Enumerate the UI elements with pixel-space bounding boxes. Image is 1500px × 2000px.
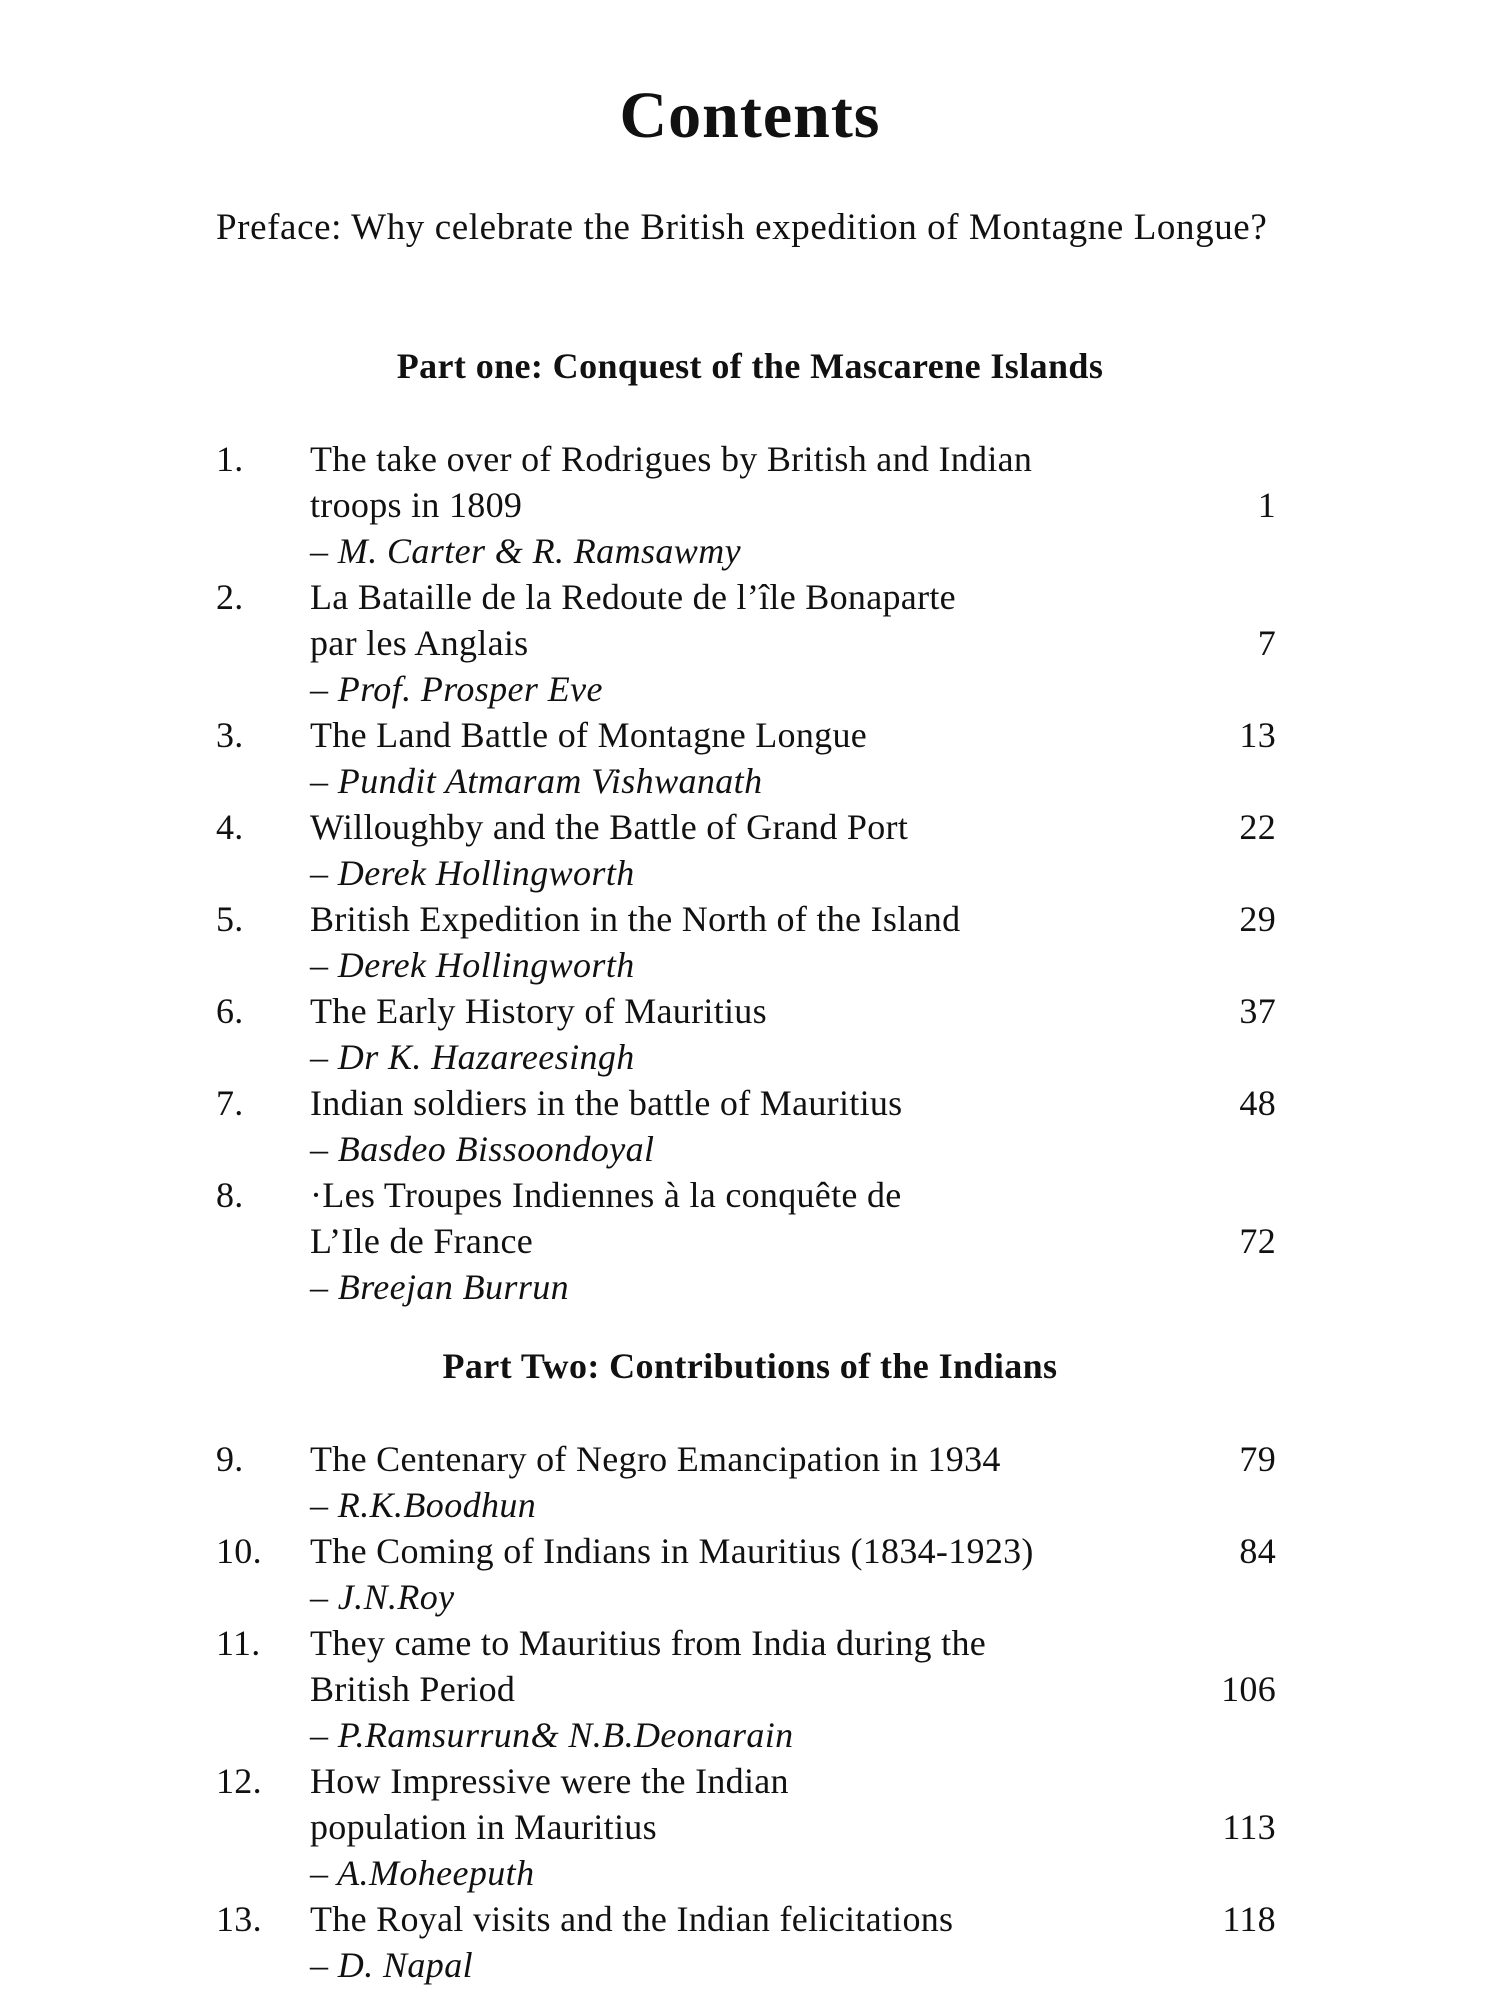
entry-number: 11.: [216, 1623, 261, 1663]
part-one-heading: Part one: Conquest of the Mascarene Islands: [396, 346, 1104, 386]
entry-author-line: [216, 1126, 1276, 1172]
entry-title-line: [216, 620, 1276, 666]
entry-author: – J.N.Roy: [310, 1577, 455, 1617]
entry-title-line: [216, 1172, 1276, 1218]
entry-number: 12.: [216, 1761, 262, 1801]
entry-author-line: [216, 1264, 1276, 1310]
entry-page-number: 13: [1239, 715, 1276, 755]
toc-entry: [216, 896, 1276, 988]
entry-number: 1.: [216, 439, 244, 479]
entry-author: – Breejan Burrun: [310, 1267, 570, 1307]
entry-title: L’Ile de France: [310, 1221, 534, 1261]
part-two-heading: Part Two: Contributions of the Indians: [442, 1346, 1058, 1386]
entry-title-line: [216, 1436, 1276, 1482]
part-one-list: [216, 436, 1276, 1310]
entry-title-line: [216, 1666, 1276, 1712]
entry-title: La Bataille de la Redoute de l’île Bonaparte: [310, 577, 956, 617]
toc-entry: [216, 1896, 1276, 1988]
entry-author-line: [216, 1712, 1276, 1758]
entry-number: 9.: [216, 1439, 244, 1479]
toc-entry: [216, 1528, 1276, 1620]
entry-author: – P.Ramsurrun& N.B.Deonarain: [310, 1715, 794, 1755]
entry-title-line: [216, 1218, 1276, 1264]
entry-page-number: 7: [1257, 623, 1276, 663]
entry-title: The Land Battle of Montagne Longue: [310, 715, 868, 755]
entry-title: How Impressive were the Indian: [310, 1761, 789, 1801]
entry-title: population in Mauritius: [310, 1807, 657, 1847]
entry-page-number: 37: [1239, 991, 1276, 1031]
entry-title-line: [216, 1080, 1276, 1126]
entry-page-number: 106: [1221, 1669, 1276, 1709]
entry-number: 6.: [216, 991, 244, 1031]
entry-title-line: [216, 1620, 1276, 1666]
entry-author: – Basdeo Bissoondoyal: [310, 1129, 655, 1169]
preface-entry: Preface: Why celebrate the British expedition of Montagne Longue?: [216, 207, 1268, 248]
entry-title-line: [216, 1804, 1276, 1850]
entry-title: The Early History of Mauritius: [310, 991, 767, 1031]
entry-title: The Royal visits and the Indian felicitations: [310, 1899, 954, 1939]
entry-author: – Dr K. Hazareesingh: [310, 1037, 635, 1077]
entry-title-line: [216, 712, 1276, 758]
entry-author: – M. Carter & R. Ramsawmy: [310, 531, 741, 571]
entry-number: 2.: [216, 577, 244, 617]
entry-author: – Prof. Prosper Eve: [310, 669, 603, 709]
entry-title: Willoughby and the Battle of Grand Port: [310, 807, 909, 847]
toc-entry: [216, 712, 1276, 804]
entry-number: 7.: [216, 1083, 244, 1123]
entry-title: British Period: [310, 1669, 516, 1709]
entry-title: The Centenary of Negro Emancipation in 1934: [310, 1439, 1001, 1479]
entry-title-line: [216, 482, 1276, 528]
entry-page-number: 48: [1239, 1083, 1276, 1123]
entry-title-line: [216, 1528, 1276, 1574]
toc-entry: [216, 1080, 1276, 1172]
page-title: Contents: [619, 79, 881, 152]
entry-author-line: [216, 1850, 1276, 1896]
entry-author-line: [216, 758, 1276, 804]
part-two-list: [216, 1436, 1276, 1988]
entry-author: – Derek Hollingworth: [310, 945, 635, 985]
toc-entry: [216, 1172, 1276, 1310]
entry-author-line: [216, 666, 1276, 712]
toc-entry: [216, 1620, 1276, 1758]
entry-number: 4.: [216, 807, 244, 847]
entry-title-line: [216, 1758, 1276, 1804]
entry-page-number: 1: [1257, 485, 1276, 525]
entry-title-line: [216, 436, 1276, 482]
entry-title: par les Anglais: [310, 623, 529, 663]
entry-author-line: [216, 850, 1276, 896]
entry-title-line: [216, 574, 1276, 620]
entry-author: – D. Napal: [310, 1945, 474, 1985]
entry-page-number: 79: [1239, 1439, 1276, 1479]
entry-author-line: [216, 1942, 1276, 1988]
entry-title-line: [216, 988, 1276, 1034]
entry-title-line: [216, 1896, 1276, 1942]
entry-page-number: 113: [1222, 1807, 1276, 1847]
entry-page-number: 22: [1239, 807, 1276, 847]
entry-title: troops in 1809: [310, 485, 523, 525]
entry-page-number: 72: [1239, 1221, 1276, 1261]
toc-entry: [216, 988, 1276, 1080]
entry-author-line: [216, 528, 1276, 574]
entry-author-line: [216, 1482, 1276, 1528]
toc-entry: [216, 436, 1276, 574]
entry-author: – Derek Hollingworth: [310, 853, 635, 893]
toc-entry: [216, 574, 1276, 712]
entry-title: They came to Mauritius from India during the: [310, 1623, 987, 1663]
entry-number: 3.: [216, 715, 244, 755]
entry-number: 5.: [216, 899, 244, 939]
entry-title-line: [216, 896, 1276, 942]
entry-title: Indian soldiers in the battle of Mauritius: [310, 1083, 903, 1123]
toc-entry: [216, 804, 1276, 896]
entry-author: – R.K.Boodhun: [310, 1485, 537, 1525]
entry-author: – Pundit Atmaram Vishwanath: [310, 761, 763, 801]
entry-number: 13.: [216, 1899, 262, 1939]
entry-page-number: 118: [1222, 1899, 1276, 1939]
entry-page-number: 84: [1239, 1531, 1276, 1571]
entry-author: – A.Moheeputh: [310, 1853, 535, 1893]
entry-author-line: [216, 1574, 1276, 1620]
entry-number: 10.: [216, 1531, 262, 1571]
entry-author-line: [216, 1034, 1276, 1080]
toc-entry: [216, 1758, 1276, 1896]
entry-number: 8.: [216, 1175, 244, 1215]
entry-page-number: 29: [1239, 899, 1276, 939]
entry-title: The take over of Rodrigues by British and Indian: [310, 439, 1033, 479]
entry-title: ·Les Troupes Indiennes à la conquête de: [310, 1175, 902, 1215]
entry-title: British Expedition in the North of the Island: [310, 899, 961, 939]
entry-title: The Coming of Indians in Mauritius (1834-1923): [310, 1531, 1034, 1571]
toc-entry: [216, 1436, 1276, 1528]
entry-title-line: [216, 804, 1276, 850]
entry-author-line: [216, 942, 1276, 988]
